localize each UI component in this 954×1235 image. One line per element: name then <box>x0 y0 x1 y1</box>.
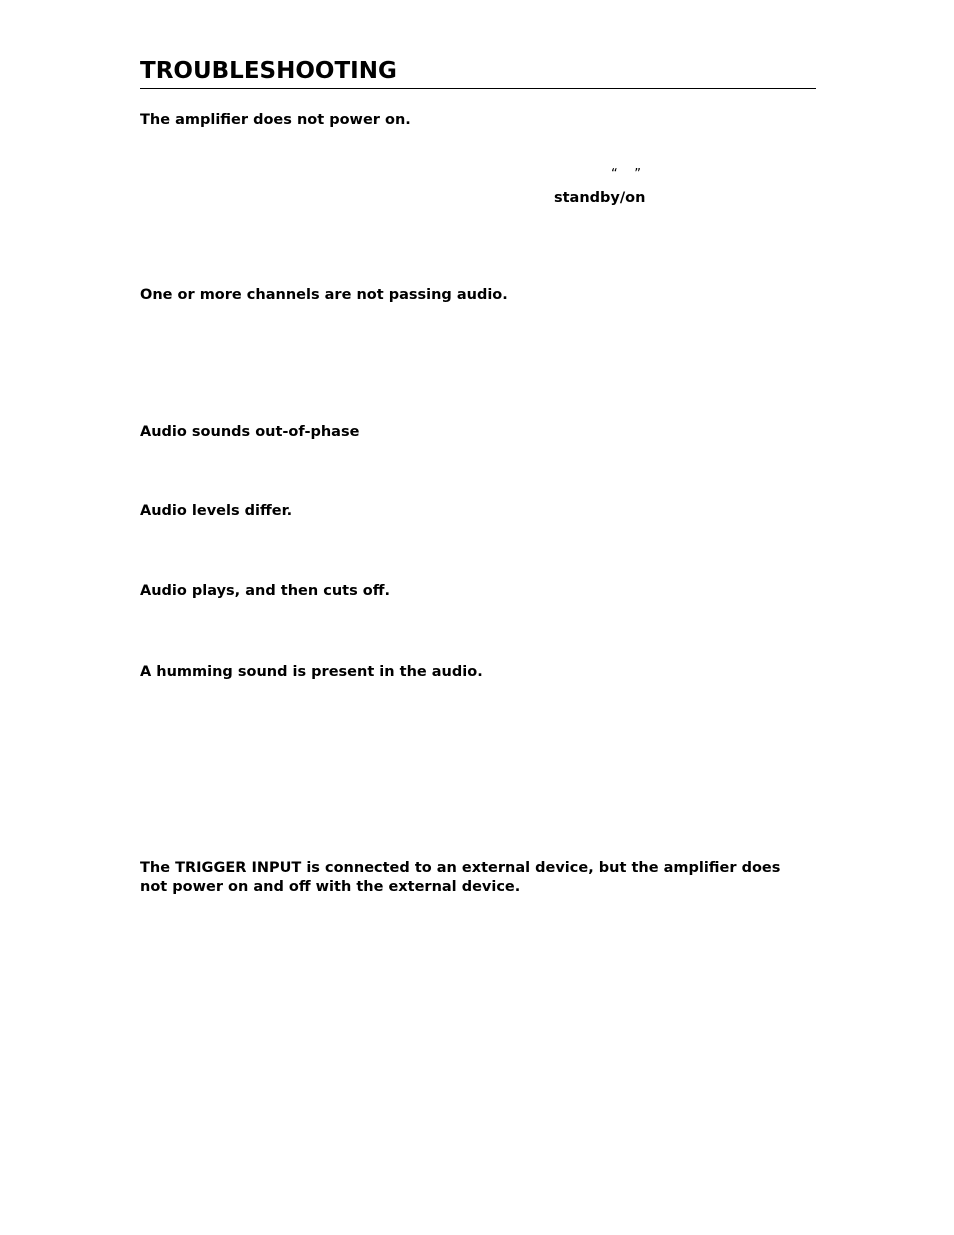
title-divider <box>140 88 816 89</box>
standby-on-label: standby/on <box>554 190 646 206</box>
section-heading-cuts-off: Audio plays, and then cuts off. <box>140 583 390 599</box>
page-title: TROUBLESHOOTING <box>140 58 397 84</box>
section-heading-humming: A humming sound is present in the audio. <box>140 664 483 680</box>
quote-marks-fragment: “ ” <box>611 167 641 182</box>
section-heading-no-audio: One or more channels are not passing audio. <box>140 287 508 303</box>
section-heading-out-of-phase: Audio sounds out-of-phase <box>140 424 360 440</box>
section-heading-trigger-input: The TRIGGER INPUT is connected to an external device, but the amplifier does not power on and off with the external device. <box>140 860 781 895</box>
section-heading-levels-differ: Audio levels differ. <box>140 503 293 519</box>
section-heading-no-power: The amplifier does not power on. <box>140 112 411 128</box>
